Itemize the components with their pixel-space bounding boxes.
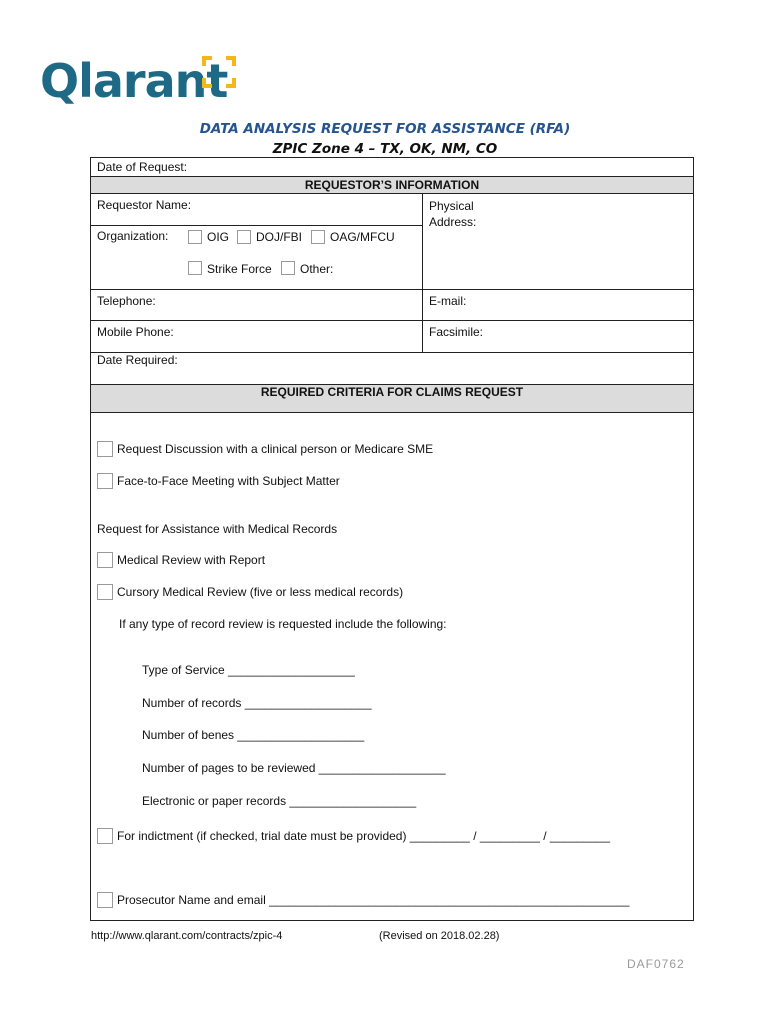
- form-title: DATA ANALYSIS REQUEST FOR ASSISTANCE (RFA): [199, 121, 571, 137]
- org-option-other: Other:: [300, 262, 334, 276]
- checkbox-oig[interactable]: [188, 230, 202, 244]
- criteria-section-heading: REQUIRED CRITERIA FOR CLAIMS REQUEST: [260, 385, 524, 399]
- checkbox-other[interactable]: [281, 261, 295, 275]
- checkbox-discussion[interactable]: [97, 441, 113, 457]
- email-label: E-mail:: [429, 294, 467, 308]
- date-of-request-label: Date of Request:: [97, 160, 188, 174]
- facsimile-label: Facsimile:: [429, 325, 484, 339]
- checkbox-prosecutor[interactable]: [97, 892, 113, 908]
- form-subtitle: ZPIC Zone 4 – TX, OK, NM, CO: [272, 141, 498, 157]
- org-option-oig: OIG: [207, 230, 230, 244]
- discussion-label: Request Discussion with a clinical person or Medicare SME: [117, 442, 434, 456]
- cursory-review-label: Cursory Medical Review (five or less medical records): [117, 585, 404, 599]
- physical-address-label: Physical Address:: [429, 199, 477, 229]
- mobile-phone-label: Mobile Phone:: [97, 325, 174, 339]
- logo-wordmark: Qlarant: [40, 54, 228, 108]
- checkbox-strike-force[interactable]: [188, 261, 202, 275]
- number-of-benes-field: Number of benes ___________________: [142, 728, 365, 742]
- checkbox-doj-fbi[interactable]: [237, 230, 251, 244]
- qlarant-logo: [40, 52, 240, 112]
- document-code: DAF0762: [627, 957, 685, 971]
- record-review-note: If any type of record review is requested include the following:: [119, 617, 447, 631]
- checkbox-medical-review[interactable]: [97, 552, 113, 568]
- number-of-records-field: Number of records ___________________: [142, 696, 372, 710]
- date-required-label: Date Required:: [97, 353, 178, 367]
- type-of-service-field: Type of Service ___________________: [142, 663, 355, 677]
- checkbox-cursory-review[interactable]: [97, 584, 113, 600]
- medical-records-heading: Request for Assistance with Medical Records: [97, 522, 338, 536]
- checkbox-face-to-face[interactable]: [97, 473, 113, 489]
- indictment-field: For indictment (if checked, trial date must be provided) _________ / _________ / _________: [117, 829, 610, 843]
- checkbox-oag-mfcu[interactable]: [311, 230, 325, 244]
- org-option-oag-mfcu: OAG/MFCU: [330, 230, 395, 244]
- telephone-label: Telephone:: [97, 294, 156, 308]
- logo-bracket-mark: [202, 56, 238, 90]
- org-option-strike-force: Strike Force: [207, 262, 272, 276]
- prosecutor-field: Prosecutor Name and email ______________________________________________________: [117, 893, 630, 907]
- footer-revised-date: (Revised on 2018.02.28): [379, 930, 500, 942]
- electronic-or-paper-field: Electronic or paper records ___________________: [142, 794, 417, 808]
- face-to-face-label: Face-to-Face Meeting with Subject Matter: [117, 474, 340, 488]
- requestor-section-heading: REQUESTOR’S INFORMATION: [304, 178, 480, 192]
- requestor-name-label: Requestor Name:: [97, 198, 192, 212]
- org-option-doj-fbi: DOJ/FBI: [256, 230, 303, 244]
- organization-label: Organization:: [97, 229, 169, 243]
- footer-url[interactable]: http://www.qlarant.com/contracts/zpic-4: [91, 930, 283, 942]
- medical-review-label: Medical Review with Report: [117, 553, 266, 567]
- number-of-pages-field: Number of pages to be reviewed ___________________: [142, 761, 446, 775]
- checkbox-indictment[interactable]: [97, 828, 113, 844]
